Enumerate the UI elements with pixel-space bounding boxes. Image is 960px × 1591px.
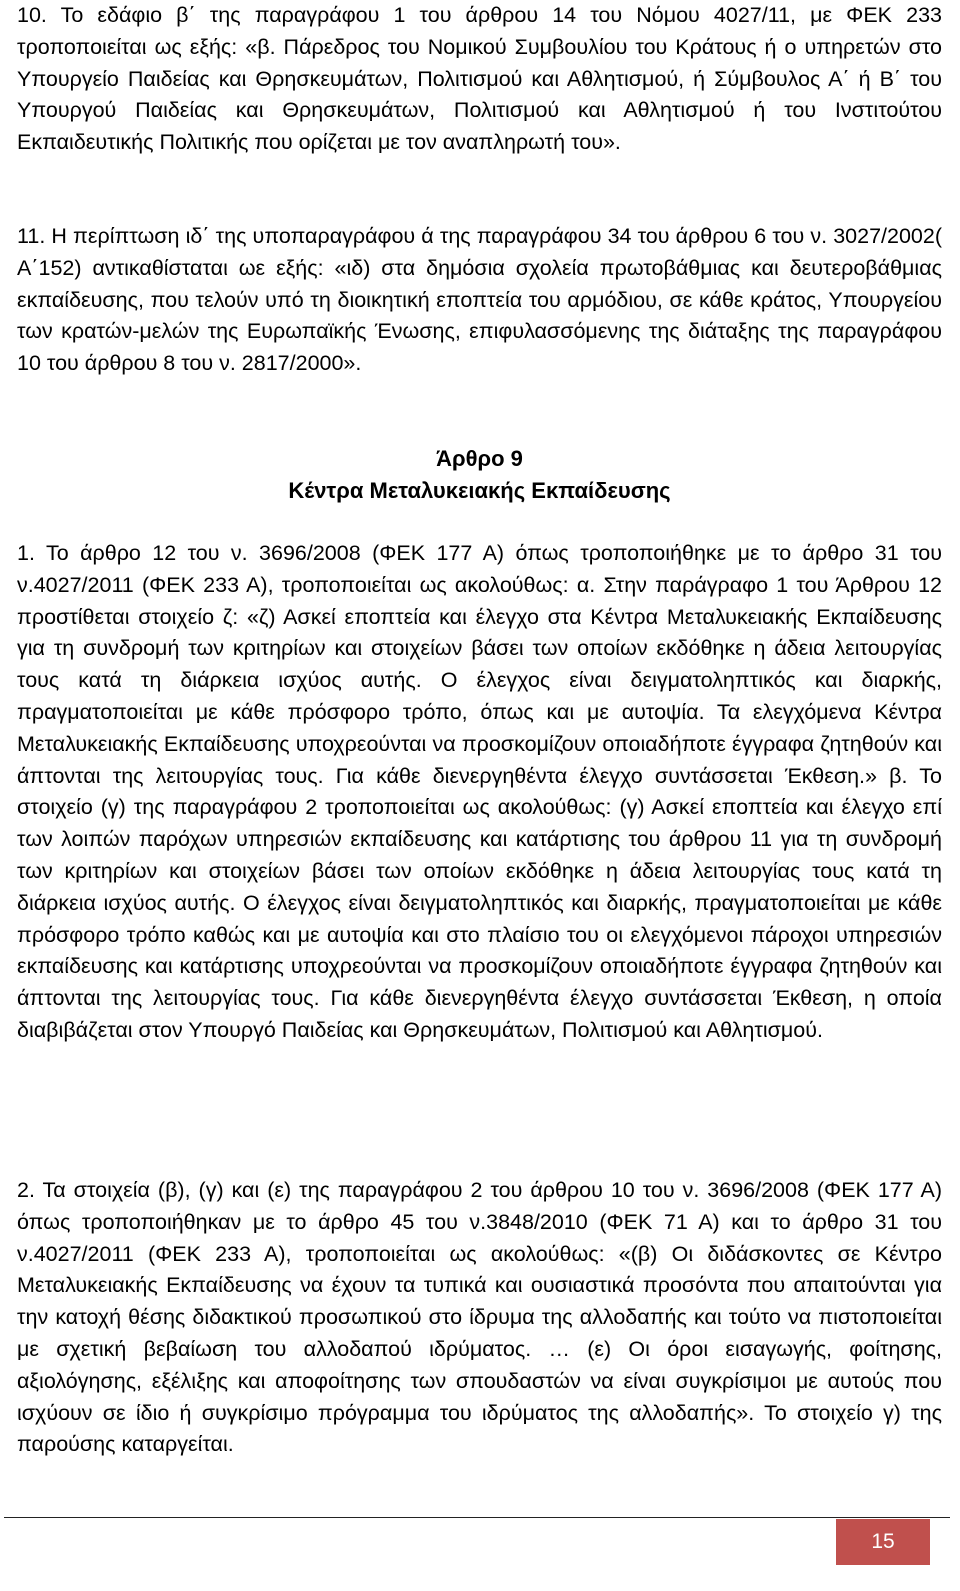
article-9-paragraph-2: 2. Τα στοιχεία (β), (γ) και (ε) της παραγράφου 2 του άρθρου 10 του ν. 3696/2008 (ΦΕΚ 177 Α) όπως τροποποιήθηκαν με το άρθρο 45 του ν.3848/2010 (ΦΕΚ 71 Α) και το άρθρο 31 του ν.4027/2011 (ΦΕΚ 233 Α), τροποποιείται ως ακολούθως: «(β) Οι διδάσκοντες σε Κέντρο Μεταλυκειακής Εκπαίδευσης να έχουν τα τυπικά και ουσιαστικά προσόντα που απαιτούνται για την κατοχή θέσης διδακτικού προσωπικού στο ίδρυμα της αλλοδαπής και τούτο να πιστοποιείται με σχετική βεβαίωση του αλλοδαπού ιδρύματος. … (ε) Οι όροι εισαγωγής, φοίτησης, αξιολόγησης, εξέλιξης και αποφοίτησης των σπουδαστών να είναι συγκρίσιμοι με αυτούς που ισχύουν σε ίδιο ή συγκρίσιμο πρόγραμμα του ιδρύματος της αλλοδαπής». Το στοιχείο γ) της παρούσης καταργείται. [17, 1178, 942, 1457]
article-9-paragraph-1: 1. Το άρθρο 12 του ν. 3696/2008 (ΦΕΚ 177 Α) όπως τροποποιήθηκε με το άρθρο 31 του ν.4027/2011 (ΦΕΚ 233 Α), τροποποιείται ως ακολούθως: α. Στην παράγραφο 1 του Άρθρου 12 προστίθεται στοιχείο ζ: «ζ) Ασκεί εποπτεία και έλεγχο στα Κέντρα Μεταλυκειακής Εκπαίδευσης για τη συνδρομή των κριτηρίων και στοιχείων βάσει των οποίων εκδόθηκε η άδεια λειτουργίας τους κατά τη διάρκεια ισχύος αυτής. Ο έλεγχος είναι δειγματοληπτικός και διαρκής, πραγματοποιείται με κάθε πρόσφορο τρόπο, όπως και με αυτοψία. Τα ελεγχόμενα Κέντρα Μεταλυκειακής Εκπαίδευσης υποχρεούνται να προσκομίζουν οποιαδήποτε έγγραφα ζητηθούν και άπτονται της λειτουργίας τους. Για κάθε διενεργηθέντα έλεγχο συντάσσεται Έκθεση.» β. Το στοιχείο (γ) της παραγράφου 2 τροποποιείται ως ακολούθως: (γ) Ασκεί εποπτεία και έλεγχο επί των λοιπών παρόχων υπηρεσιών εκπαίδευσης και κατάρτισης του άρθρου 11 για τη συνδρομή των κριτηρίων και στοιχείων βάσει των οποίων εκδόθηκε η άδεια λειτουργίας τους κατά τη διάρκεια ισχύος αυτής. Ο έλεγχος είναι δειγματοληπτικός και διαρκής, πραγματοποιείται με κάθε πρόσφορο τρόπο καθώς και με αυτοψία και στο πλαίσιο του οι ελεγχόμενοι πάροχοι υπηρεσιών εκπαίδευσης και κατάρτισης υποχρεούνται να προσκομίζουν οποιαδήποτε έγγραφα ζητηθούν και άπτονται της λειτουργίας τους. Για κάθε διενεργηθέντα έλεγχο συντάσσεται Έκθεση, η οποία διαβιβάζεται στον Υπουργό Παιδείας και Θρησκευμάτων, Πολιτισμού και Αθλητισμού. [17, 541, 942, 1042]
paragraph-10: 10. Το εδάφιο β΄ της παραγράφου 1 του άρθρου 14 του Νόμου 4027/11, με ΦΕΚ 233 τροποποιείται ως εξής: «β. Πάρεδρος του Νομικού Συμβουλίου του Κράτους ή ο υπηρετών στο Υπουργείο Παιδείας και Θρησκευμάτων, Πολιτισμού και Αθλητισμού, ή Σύμβουλος Α΄ ή Β΄ του Υπουργού Παιδείας και Θρησκευμάτων, Πολιτισμού και Αθλητισμού ή του Ινστιτούτου Εκπαιδευτικής Πολιτικής που ορίζεται με τον αναπληρωτή του». [17, 3, 942, 155]
page-number-badge: 15 [836, 1519, 930, 1565]
article-number-heading: Άρθρο 9 [436, 446, 523, 471]
article-title-heading: Κέντρα Μεταλυκειακής Εκπαίδευσης [288, 478, 671, 503]
footer-divider [4, 1517, 950, 1518]
paragraph-11: 11. Η περίπτωση ιδ΄ της υποπαραγράφου ά της παραγράφου 34 του άρθρου 6 του ν. 3027/2002( Α΄152) αντικαθίσταται ωε εξής: «ιδ) στα δημόσια σχολεία πρωτοβάθμιας και δευτεροβάθμιας εκπαίδευσης, που τελούν υπό τη διοικητική εποπτεία του αρμόδιου, σε κάθε κράτος, Υπουργείου των κρατών-μελών της Ευρωπαϊκής Ένωσης, επιφυλασσόμενης της διάταξης της παραγράφου 10 του άρθρου 8 του ν. 2817/2000». [17, 224, 942, 376]
